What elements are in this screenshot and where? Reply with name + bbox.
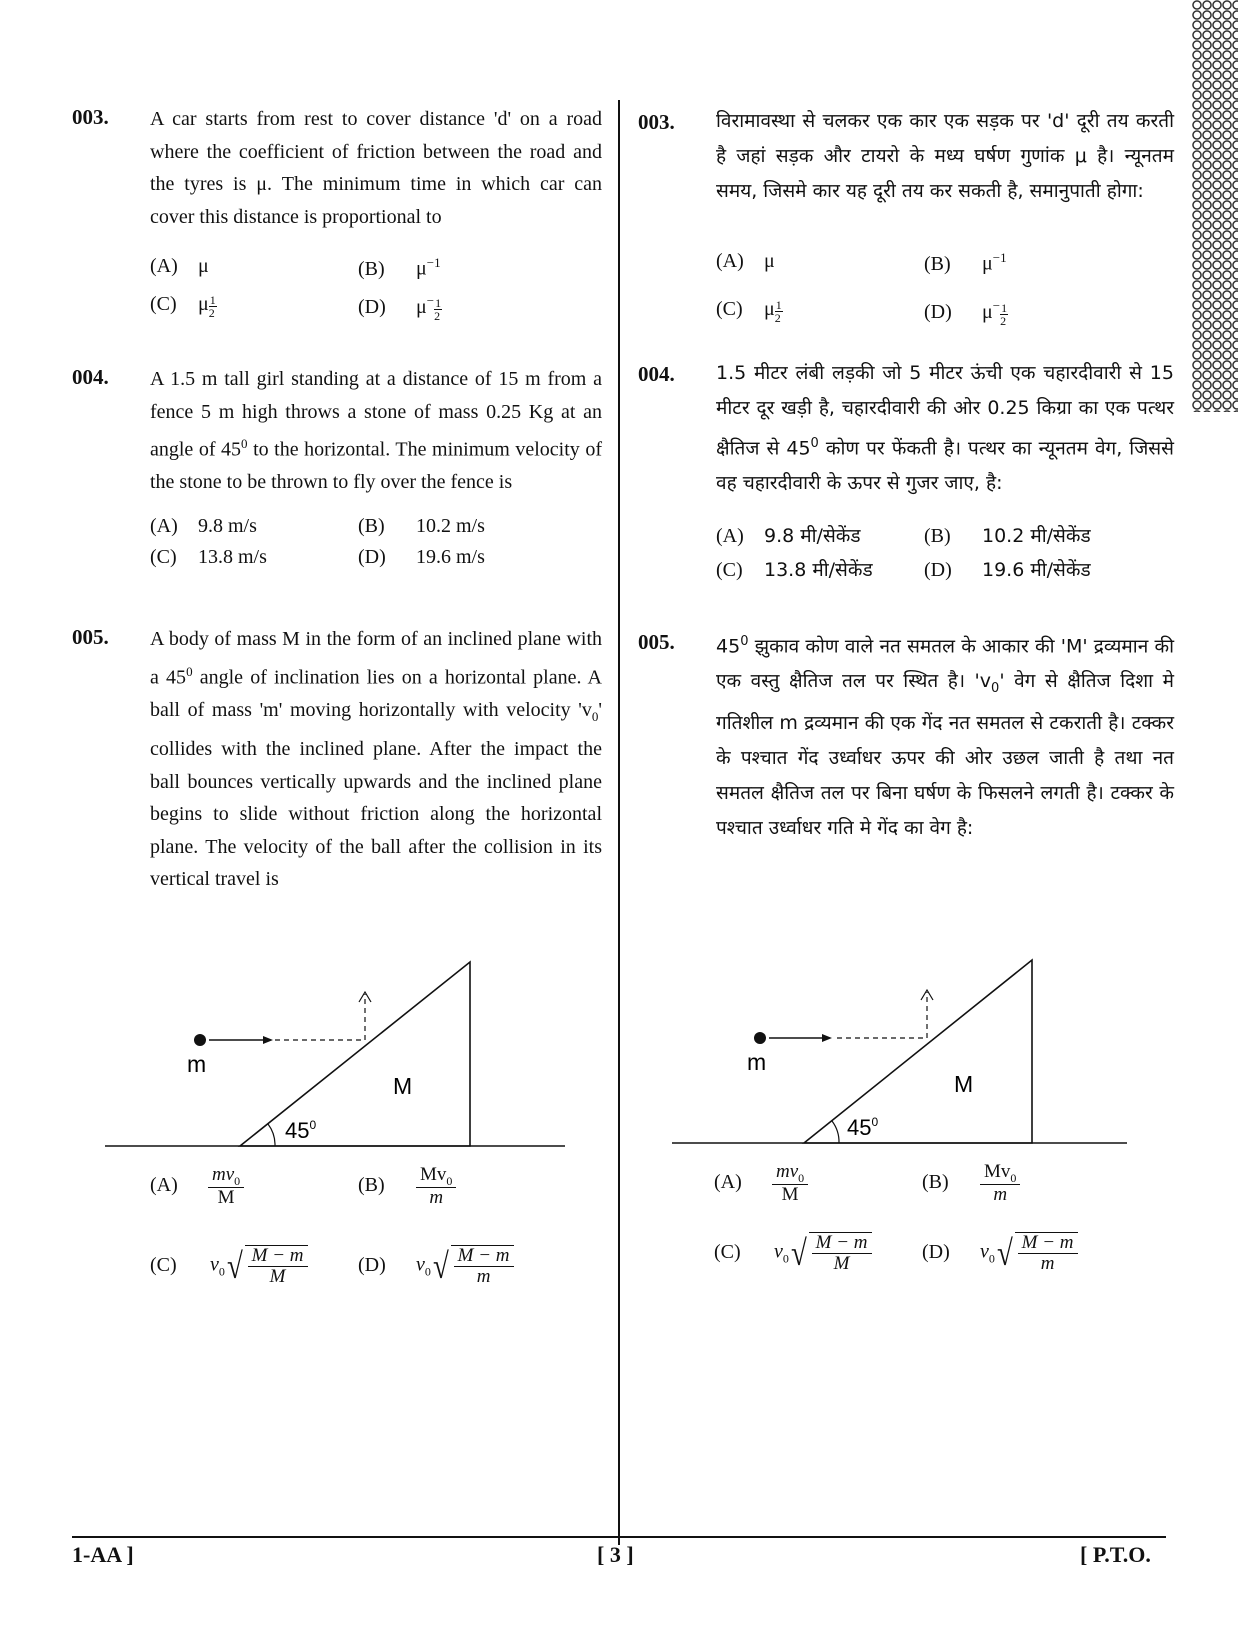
footer-rule: [72, 1536, 1166, 1538]
inclined-block: [804, 960, 1032, 1143]
block-label: M: [954, 1071, 974, 1097]
option-d[interactable]: (D) $v_0$ √ $\frac{M - m}{m}$: [358, 1245, 514, 1287]
inclined-block: [240, 962, 470, 1146]
angle-label: $45^0$: [847, 1115, 879, 1140]
option-a[interactable]: (A) μ: [150, 255, 209, 277]
pto-label: [ P.T.O.: [1080, 1542, 1151, 1567]
arrow-head: [822, 1034, 832, 1042]
option-a[interactable]: (A) $\frac{mv_0}{M}$: [150, 1165, 244, 1208]
question-number: 005.: [72, 625, 109, 649]
option-c[interactable]: (C) $v_0$ √ $\frac{M - m}{M}$: [714, 1232, 872, 1274]
ball-label: m: [747, 1049, 767, 1075]
option-a[interactable]: (A) 9.8 m/s: [150, 515, 257, 537]
option-d[interactable]: (D) μ− $\frac{1}{2}$: [924, 298, 1008, 328]
option-b[interactable]: (B) 10.2 मी/सेकेंड: [924, 525, 1091, 547]
option-d[interactable]: (D) 19.6 मी/सेकेंड: [924, 559, 1091, 581]
option-c[interactable]: (C) 13.8 मी/सेकेंड: [716, 559, 873, 581]
option-b[interactable]: (B) $\mu^{-1}$: [358, 255, 441, 280]
option-a[interactable]: (A) μ: [716, 250, 775, 272]
question-number: 005.: [638, 630, 675, 654]
option-b[interactable]: (B) $\mu^{-1}$: [924, 250, 1007, 275]
ball: [194, 1034, 206, 1046]
angle-label: $45^0$: [285, 1118, 317, 1143]
question-text: A body of mass M in the form of an inclined plane with a $45^0$ angle of inclination lies on a horizontal plane. A ball of mass 'm' moving horizontally with velocity '$v_0$' collides with the inclined plane. After the impact the ball bounces vertically upwards and the inclined plane begins to slide without friction along the horizontal plane. The velocity of the ball after the collision in its vertical travel is: [150, 628, 602, 891]
ball: [754, 1032, 766, 1044]
option-c[interactable]: (C) $v_0$ √ $\frac{M - m}{M}$: [150, 1245, 308, 1287]
block-label: M: [393, 1073, 413, 1099]
question-text: विरामावस्था से चलकर एक कार एक सड़क पर 'd' दूरी तय करती है जहां सड़क और टायरो के मध्य घर्षण गुणांक μ है। न्यूनतम समय, जिसमे कार यह दूरी तय कर सकती है, समानुपाती होगा:: [716, 110, 1174, 202]
option-d[interactable]: (D) $v_0$ √ $\frac{M - m}{m}$: [922, 1232, 1078, 1274]
option-c[interactable]: (C) 13.8 m/s: [150, 546, 267, 568]
question-text: A 1.5 m tall girl standing at a distance of 15 m from a fence 5 m high throws a stone of mass 0.25 Kg at an angle of $45^0$ to the horizontal. The minimum velocity of the stone to be thrown to fly over the fence is: [150, 368, 602, 494]
decorative-border-pattern: [1192, 0, 1238, 412]
angle-arc: [268, 1124, 275, 1146]
option-b[interactable]: (B) 10.2 m/s: [358, 515, 485, 537]
option-d[interactable]: (D) 19.6 m/s: [358, 546, 485, 568]
angle-arc: [832, 1121, 839, 1143]
option-a[interactable]: (A) $\frac{mv_0}{M}$: [714, 1162, 808, 1205]
page-number: [ 3 ]: [597, 1542, 634, 1567]
question-number: 004.: [72, 365, 109, 389]
question-number: 003.: [72, 105, 109, 129]
arrow-head: [263, 1036, 273, 1044]
inclined-plane-diagram-hi: [672, 950, 1137, 1150]
ball-label: m: [187, 1051, 207, 1077]
question-number: 003.: [638, 110, 675, 134]
page-code: 1-AA ]: [72, 1542, 134, 1567]
option-b[interactable]: (B) $\frac{Mv_0}{m}$: [358, 1165, 456, 1208]
question-text: $45^0$ झुकाव कोण वाले नत समतल के आकार की 'M' द्रव्यमान की एक वस्तु क्षैतिज तल पर स्थित है। '$v_0$' वेग से क्षैतिज दिशा मे गतिशील m द्रव्यमान की एक गेंद नत समतल से टकराती है। टक्कर के पश्चात गेंद उर्ध्वाधर ऊपर की ओर उछल जाती है तथा नत समतल क्षैतिज तल पर बिना घर्षण के फिसलने लगती है। टक्कर के पश्चात उर्ध्वाधर गति मे गेंद का वेग है:: [716, 634, 1174, 840]
option-b[interactable]: (B) $\frac{Mv_0}{m}$: [922, 1162, 1020, 1205]
option-d[interactable]: (D) μ− $\frac{1}{2}$: [358, 293, 442, 323]
question-number: 004.: [638, 362, 675, 386]
question-text: 1.5 मीटर लंबी लड़की जो 5 मीटर ऊंची एक चहारदीवारी से 15 मीटर दूर खड़ी है, चहारदीवारी की ओर 0.25 किग्रा का एक पत्थर क्षैतिज से $45^0$ कोण पर फेंकती है। पत्थर का न्यूनतम वेग, जिससे वह चहारदीवारी के ऊपर से गुजर जाए, है:: [716, 362, 1174, 495]
question-text: A car starts from rest to cover distance 'd' on a road where the coefficient of friction between the road and the tyres is μ. The minimum time in which car can cover this distance is proportional to: [150, 108, 602, 228]
option-a[interactable]: (A) 9.8 मी/सेकेंड: [716, 525, 861, 547]
inclined-plane-diagram-en: [105, 950, 570, 1150]
option-c[interactable]: (C) μ $\frac{1}{2}$: [150, 293, 216, 320]
column-divider: [618, 100, 620, 1545]
option-c[interactable]: (C) μ $\frac{1}{2}$: [716, 298, 782, 325]
